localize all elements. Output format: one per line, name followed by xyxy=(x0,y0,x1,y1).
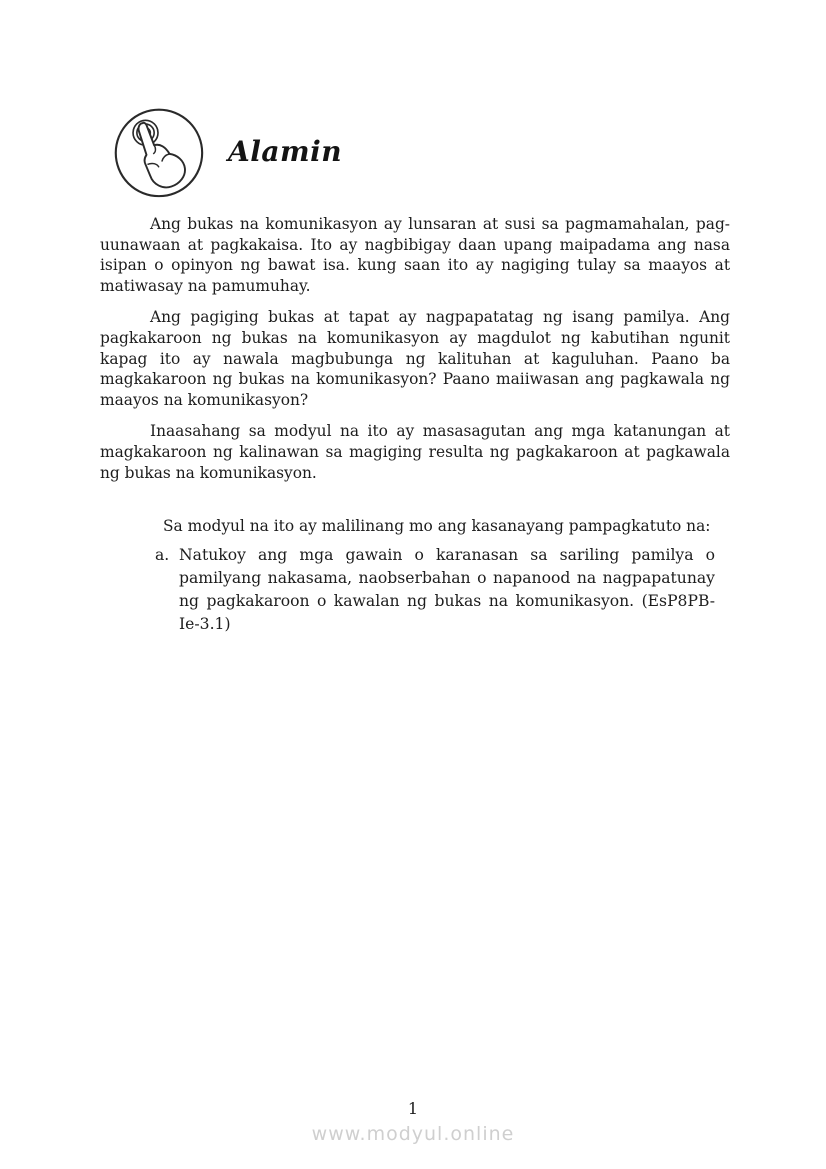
learning-objectives xyxy=(155,516,715,636)
paragraph-2: Ang pagiging bukas at tapat ay nagpapatatag ng isang pamilya. Ang pagkakaroon ng bukas na komunikasyon ay magdulot ng kabutihan ngunit kapag ito ay nawala magbubunga ng kalituhan at kaguluhan. Paano ba magkakaroon ng bukas na komunikasyon? Paano maiiwasan ang pagkawala ng maayos na komunikasyon? xyxy=(100,308,730,409)
objectives-intro: Sa modyul na ito ay malilinang mo ang kasanayang pampagkatuto na: xyxy=(163,517,711,536)
paragraph-3: Inaasahang sa modyul na ito ay masasagutan ang mga katanungan at magkakaroon ng kalinawan sa magiging resulta ng pagkakaroon at pagkawala ng bukas na komunikasyon. xyxy=(100,422,730,482)
body-content xyxy=(100,214,730,636)
hand-press-button-icon xyxy=(110,103,206,199)
page-number: 1 xyxy=(407,1099,419,1118)
page-footer xyxy=(0,1100,826,1145)
section-title: Alamin xyxy=(228,134,343,168)
section-header xyxy=(110,103,342,199)
watermark-text: www.modyul.online xyxy=(311,1123,515,1145)
list-item-marker: a. xyxy=(155,546,170,565)
list-item-text: Natukoy ang mga gawain o karanasan sa sariling pamilya o pamilyang nakasama, naobserbahan o napanood na nagpapatunay ng pagkakaroon o kawalan ng bukas na komunikasyon. (EsP8PB-Ie-3.1) xyxy=(179,546,715,634)
objective-list-item xyxy=(155,544,715,636)
paragraph-1: Ang bukas na komunikasyon ay lunsaran at susi sa pagmamahalan, pag-uunawaan at pagkakaisa. Ito ay nagbibigay daan upang maipadama ang nasa isipan o opinyon ng bawat isa. kung saan ito ay nagiging tulay sa maayos at matiwasay na pamumuhay. xyxy=(100,215,730,295)
